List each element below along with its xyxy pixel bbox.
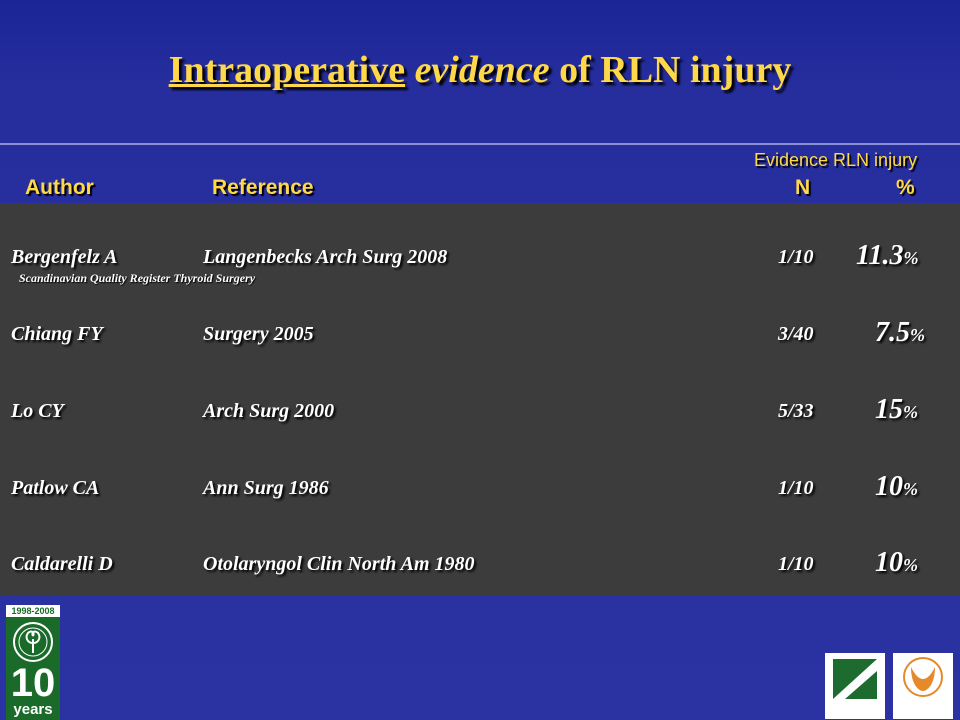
row-percent-sign: %: [910, 325, 925, 345]
table-row: [0, 394, 960, 440]
results-table: [0, 203, 960, 596]
row-percent-sign: %: [903, 555, 918, 575]
logo-big-number: 10: [10, 661, 56, 705]
header-evidence: Evidence RLN injury: [754, 150, 918, 170]
row-author: Chiang FY: [11, 323, 103, 345]
row-reference: Arch Surg 2000: [203, 400, 335, 422]
row-percent: [875, 471, 918, 503]
row-percent-value: 15: [875, 394, 903, 425]
logo-word: years: [13, 701, 53, 718]
row-percent-sign: %: [903, 248, 919, 268]
row-reference: Otolaryngol Clin North Am 1980: [203, 553, 475, 575]
row-author: Patlow CA: [11, 477, 100, 499]
table-row: [0, 317, 960, 363]
row-reference: Ann Surg 1986: [203, 477, 329, 499]
row-reference: Langenbecks Arch Surg 2008: [203, 246, 448, 268]
header-reference: Reference: [212, 176, 314, 199]
row-percent: [875, 394, 918, 426]
logo-years-range: 1998-2008: [6, 605, 60, 617]
row-percent-value: 11.3: [856, 240, 904, 271]
header-percent: %: [896, 176, 915, 199]
header-author: Author: [25, 176, 94, 199]
row-percent-sign: %: [903, 402, 918, 422]
title-part-rln: of RLN injury: [559, 49, 792, 91]
row-n: 1/10: [778, 477, 814, 499]
row-author: Caldarelli D: [11, 553, 113, 575]
department-emblem-icon: [825, 653, 885, 703]
row-percent-sign: %: [903, 479, 918, 499]
row-n: 1/10: [778, 246, 814, 268]
row-reference: Surgery 2005: [203, 323, 314, 345]
row-percent-value: 10: [875, 547, 903, 578]
row-subnote: Scandinavian Quality Register Thyroid Surgery: [19, 271, 256, 285]
centro-emblem-icon: [893, 653, 953, 703]
tree-emblem-icon: [12, 621, 54, 663]
row-percent: [875, 317, 925, 349]
row-percent: [875, 547, 918, 579]
department-logo: [825, 653, 885, 719]
row-author: Lo CY: [11, 400, 64, 422]
header-n: N: [795, 176, 811, 199]
table-row: [0, 240, 960, 286]
title-part-evidence: evidence: [414, 49, 550, 91]
anniversary-logo: [6, 605, 60, 720]
row-author: Bergenfelz A: [11, 246, 118, 268]
title-part-intraoperative: Intraoperative: [168, 49, 406, 91]
row-percent: [856, 240, 918, 272]
centro-logo: [893, 653, 953, 719]
row-percent-value: 7.5: [875, 317, 910, 348]
row-n: 1/10: [778, 553, 814, 575]
row-percent-value: 10: [875, 471, 903, 502]
table-row: [0, 471, 960, 517]
row-n: 5/33: [778, 400, 814, 422]
title-divider: [0, 143, 960, 145]
table-row: [0, 547, 960, 593]
slide-title: [0, 48, 960, 92]
row-n: 3/40: [778, 323, 814, 345]
